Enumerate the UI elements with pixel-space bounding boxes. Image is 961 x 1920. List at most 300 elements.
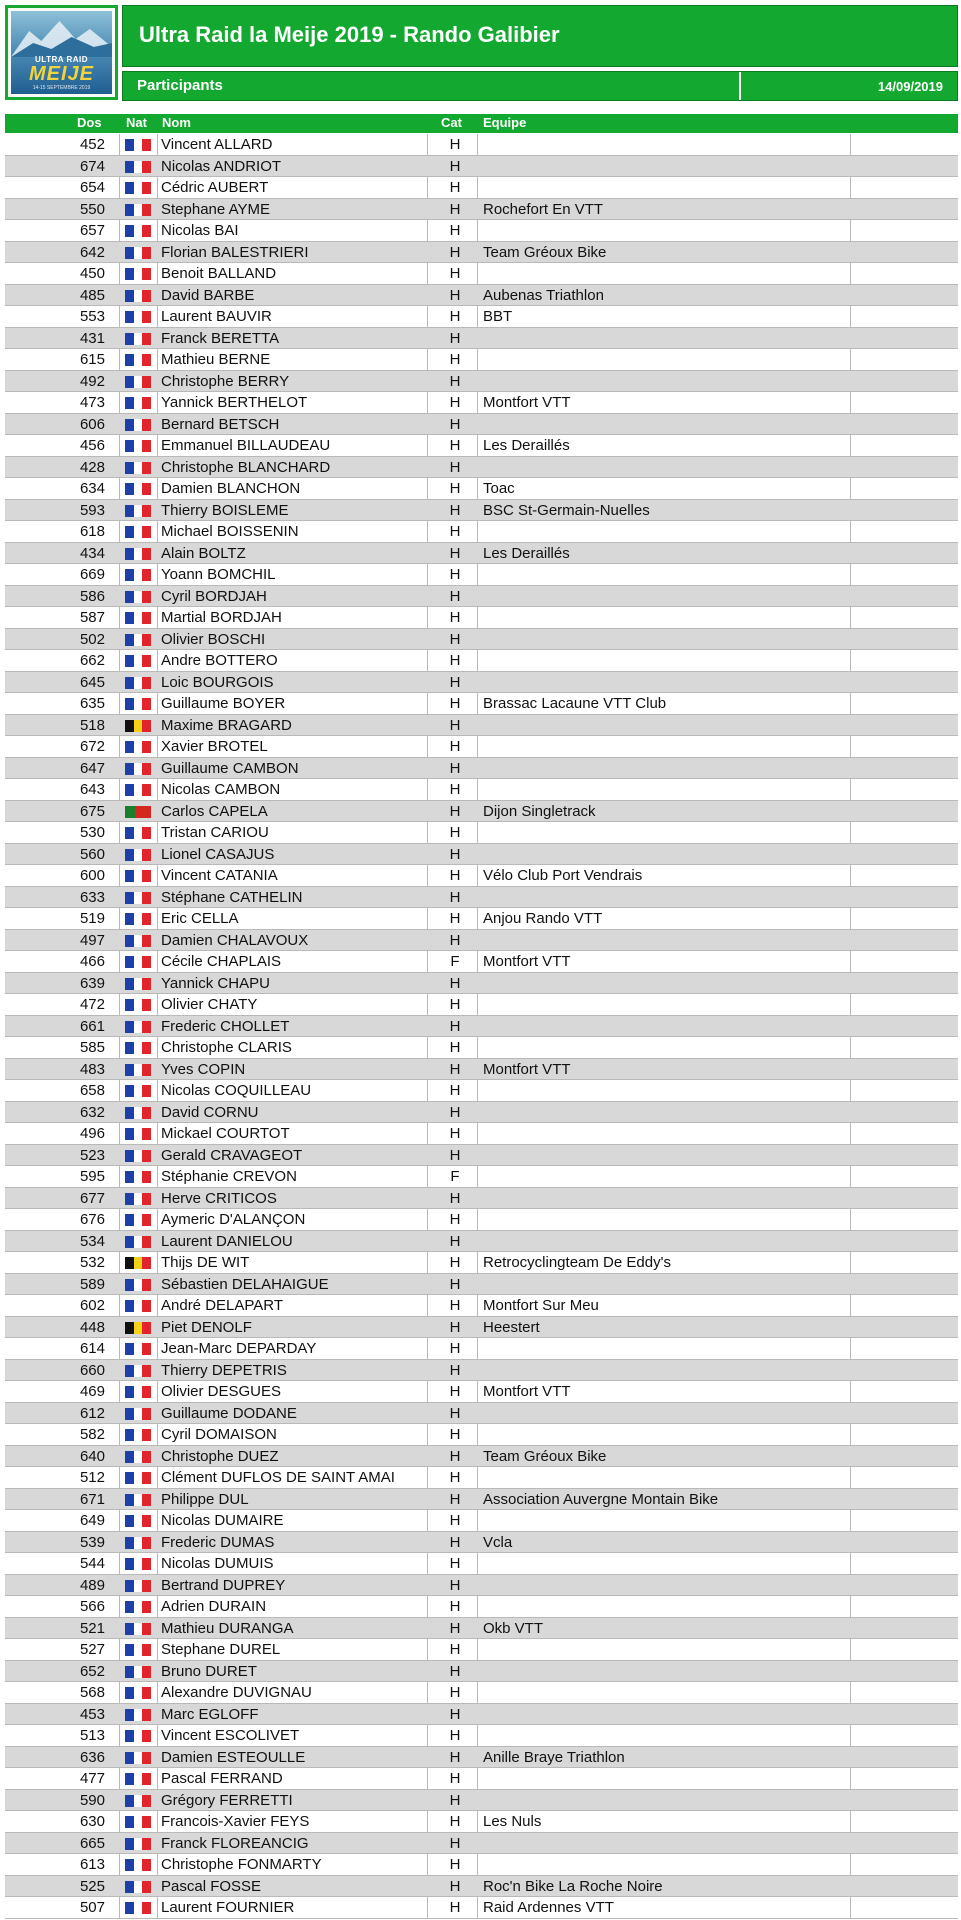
flag-fr-icon <box>125 1666 151 1678</box>
flag-fr-icon <box>125 634 151 646</box>
participant-name: Cécile CHAPLAIS <box>161 954 282 970</box>
flag-fr-icon <box>125 1150 151 1162</box>
flag-fr-icon <box>125 978 151 990</box>
table-row <box>5 1080 958 1102</box>
participant-name: Thierry BOISLEME <box>161 502 289 519</box>
category: H <box>449 394 461 411</box>
column-header-cat: Cat <box>441 115 462 130</box>
category: H <box>449 845 461 863</box>
participant-name: Damien BLANCHON <box>161 481 301 497</box>
flag-fr-icon <box>125 956 151 968</box>
participant-name: Stéphane CATHELIN <box>161 889 303 906</box>
category: H <box>449 867 461 884</box>
category: H <box>449 523 461 540</box>
bib-number: 477 <box>79 1770 105 1787</box>
participant-name: Nicolas COQUILLEAU <box>161 1083 312 1099</box>
participant-name: Mathieu BERNE <box>161 352 271 368</box>
participant-name: Marc EGLOFF <box>161 1706 259 1723</box>
page-title: Ultra Raid la Meije 2019 - Rando Galibier <box>139 22 560 47</box>
flag-fr-icon <box>125 1752 151 1764</box>
category: H <box>449 351 461 368</box>
table-row <box>5 521 958 543</box>
flag-fr-icon <box>125 677 151 689</box>
category: H <box>449 1469 461 1486</box>
bib-number: 502 <box>79 630 105 648</box>
bib-number: 635 <box>79 695 105 712</box>
participant-name: Frederic DUMAS <box>161 1534 275 1551</box>
flag-fr-icon <box>125 784 151 796</box>
category: H <box>449 1017 461 1035</box>
category: H <box>449 372 461 390</box>
team-name: Montfort VTT <box>483 395 571 411</box>
title-bar <box>122 5 958 67</box>
bib-number: 519 <box>79 910 105 927</box>
flag-fr-icon <box>125 655 151 667</box>
category: H <box>449 329 461 347</box>
flag-fr-icon <box>125 1902 151 1914</box>
team-name: Aubenas Triathlon <box>483 287 604 304</box>
bib-number: 672 <box>79 738 105 755</box>
table-row <box>5 543 958 565</box>
flag-fr-icon <box>125 333 151 345</box>
flag-fr-icon <box>125 139 151 151</box>
bib-number: 489 <box>79 1576 105 1594</box>
flag-fr-icon <box>125 225 151 237</box>
bib-number: 431 <box>79 329 105 347</box>
bib-number: 492 <box>79 372 105 390</box>
team-name: Rochefort En VTT <box>483 201 604 218</box>
flag-fr-icon <box>125 1494 151 1506</box>
bib-number: 497 <box>79 931 105 949</box>
participant-name: Christophe FONMARTY <box>161 1857 322 1873</box>
category: H <box>449 501 461 519</box>
participant-name: Piet DENOLF <box>161 1319 252 1336</box>
flag-be-icon <box>125 720 151 732</box>
bib-number: 614 <box>79 1340 105 1357</box>
participant-name: Stephane AYME <box>161 201 270 218</box>
participant-name: Olivier BOSCHI <box>161 631 266 648</box>
flag-fr-icon <box>125 1214 151 1226</box>
participant-name: Martial BORDJAH <box>161 610 282 626</box>
flag-fr-icon <box>125 1408 151 1420</box>
team-name: Dijon Singletrack <box>483 803 596 820</box>
team-name: BSC St-Germain-Nuelles <box>483 502 650 519</box>
bib-number: 654 <box>79 179 105 196</box>
participant-name: Nicolas CAMBON <box>161 782 281 798</box>
flag-fr-icon <box>125 161 151 173</box>
participant-name: Pascal FERRAND <box>161 1771 283 1787</box>
bib-number: 539 <box>79 1533 105 1551</box>
event-logo <box>5 5 118 100</box>
bib-number: 553 <box>79 308 105 325</box>
flag-fr-icon <box>125 1386 151 1398</box>
team-name: Retrocyclingteam De Eddy's <box>483 1255 671 1271</box>
category: H <box>449 802 461 820</box>
table-row <box>5 263 958 285</box>
category: H <box>449 1813 461 1830</box>
participant-name: David CORNU <box>161 1104 259 1121</box>
table-row <box>5 1575 958 1597</box>
flag-fr-icon <box>125 591 151 603</box>
bib-number: 453 <box>79 1705 105 1723</box>
participant-name: Stephane DUREL <box>161 1642 281 1658</box>
page-subtitle: Participants <box>137 77 223 94</box>
participant-name: Yannick BERTHELOT <box>161 395 308 411</box>
category: F <box>450 953 460 970</box>
team-name: Montfort VTT <box>483 1061 571 1078</box>
category: H <box>449 200 461 218</box>
participant-name: Guillaume BOYER <box>161 696 286 712</box>
table-row <box>5 779 958 801</box>
table-row <box>5 1381 958 1403</box>
category: H <box>449 738 461 755</box>
bib-number: 523 <box>79 1146 105 1164</box>
bib-number: 496 <box>79 1125 105 1142</box>
table-row <box>5 478 958 500</box>
category: H <box>449 824 461 841</box>
bib-number: 530 <box>79 824 105 841</box>
table-row <box>5 973 958 995</box>
category: H <box>449 1641 461 1658</box>
flag-fr-icon <box>125 1042 151 1054</box>
participant-name: Florian BALESTRIERI <box>161 244 309 261</box>
participant-name: Cyril BORDJAH <box>161 588 267 605</box>
table-row <box>5 994 958 1016</box>
participant-name: Vincent ALLARD <box>161 137 273 153</box>
table-row <box>5 1166 958 1188</box>
flag-fr-icon <box>125 1687 151 1699</box>
participant-name: Yoann BOMCHIL <box>161 567 276 583</box>
table-row <box>5 908 958 930</box>
team-name: Association Auvergne Montain Bike <box>483 1491 719 1508</box>
category: H <box>449 308 461 325</box>
bib-number: 647 <box>79 759 105 777</box>
flag-fr-icon <box>125 935 151 947</box>
bib-number: 643 <box>79 781 105 798</box>
flag-fr-icon <box>125 1171 151 1183</box>
column-header-equipe: Equipe <box>483 115 527 130</box>
subtitle-bar <box>122 71 958 101</box>
team-name: Montfort VTT <box>483 1384 571 1400</box>
participant-name: Nicolas DUMAIRE <box>161 1513 284 1529</box>
participant-name: Aymeric D'ALANÇON <box>161 1212 306 1228</box>
participant-name: Alexandre DUVIGNAU <box>161 1685 312 1701</box>
category: H <box>449 716 461 734</box>
table-row <box>5 1317 958 1339</box>
flag-fr-icon <box>125 1881 151 1893</box>
category: H <box>449 974 461 992</box>
category: H <box>449 544 461 562</box>
table-row <box>5 1553 958 1575</box>
table-row <box>5 1682 958 1704</box>
participant-name: Loic BOURGOIS <box>161 674 274 691</box>
table-row <box>5 1274 958 1296</box>
category: H <box>449 1770 461 1787</box>
participant-name: Bruno DURET <box>161 1663 257 1680</box>
team-name: Team Gréoux Bike <box>483 244 607 261</box>
table-row <box>5 607 958 629</box>
bib-number: 452 <box>79 136 105 153</box>
table-row <box>5 1897 958 1919</box>
table-row <box>5 951 958 973</box>
table-row <box>5 1489 958 1511</box>
flag-fr-icon <box>125 1601 151 1613</box>
category: H <box>449 1748 461 1766</box>
category: H <box>449 1899 461 1916</box>
bib-number: 507 <box>79 1899 105 1916</box>
category: H <box>449 1146 461 1164</box>
category: H <box>449 1211 461 1228</box>
participant-name: Thijs DE WIT <box>161 1255 250 1271</box>
flag-fr-icon <box>125 1451 151 1463</box>
bib-number: 544 <box>79 1555 105 1572</box>
participant-name: Laurent DANIELOU <box>161 1233 293 1250</box>
table-header <box>5 114 958 133</box>
table-row <box>5 1854 958 1876</box>
bib-number: 642 <box>79 243 105 261</box>
participant-name: Eric CELLA <box>161 911 239 927</box>
category: H <box>449 1060 461 1078</box>
table-row <box>5 1188 958 1210</box>
bib-number: 612 <box>79 1404 105 1422</box>
column-header-nat: Nat <box>126 115 147 130</box>
category: H <box>449 1705 461 1723</box>
participant-name: Grégory FERRETTI <box>161 1792 293 1809</box>
bib-number: 527 <box>79 1641 105 1658</box>
category: H <box>449 1490 461 1508</box>
participant-name: Carlos CAPELA <box>161 803 268 820</box>
bib-number: 560 <box>79 845 105 863</box>
bib-number: 485 <box>79 286 105 304</box>
bib-number: 658 <box>79 1082 105 1099</box>
table-row <box>5 758 958 780</box>
category: H <box>449 1512 461 1529</box>
category: H <box>449 243 461 261</box>
participant-name: Mathieu DURANGA <box>161 1620 294 1637</box>
table-row <box>5 285 958 307</box>
category: H <box>449 1318 461 1336</box>
category: H <box>449 1232 461 1250</box>
category: H <box>449 1275 461 1293</box>
bib-number: 472 <box>79 996 105 1013</box>
flag-fr-icon <box>125 612 151 624</box>
category: H <box>449 1361 461 1379</box>
team-name: Anjou Rando VTT <box>483 911 603 927</box>
table-row <box>5 1037 958 1059</box>
bib-number: 662 <box>79 652 105 669</box>
participant-name: Clément DUFLOS DE SAINT AMAI <box>161 1470 395 1486</box>
bib-number: 615 <box>79 351 105 368</box>
flag-fr-icon <box>125 505 151 517</box>
bib-number: 469 <box>79 1383 105 1400</box>
table-row <box>5 822 958 844</box>
bib-number: 677 <box>79 1189 105 1207</box>
table-row <box>5 930 958 952</box>
table-row <box>5 457 958 479</box>
flag-fr-icon <box>125 548 151 560</box>
subtitle-divider <box>739 72 741 100</box>
flag-fr-icon <box>125 1107 151 1119</box>
bib-number: 671 <box>79 1490 105 1508</box>
bib-number: 513 <box>79 1727 105 1744</box>
category: H <box>449 222 461 239</box>
table-row <box>5 1123 958 1145</box>
flag-fr-icon <box>125 397 151 409</box>
participant-name: Alain BOLTZ <box>161 545 246 562</box>
bib-number: 587 <box>79 609 105 626</box>
table-row <box>5 1790 958 1812</box>
participant-name: Andre BOTTERO <box>161 653 278 669</box>
participant-name: André DELAPART <box>161 1298 283 1314</box>
team-name: Roc'n Bike La Roche Noire <box>483 1878 663 1895</box>
table-row <box>5 1059 958 1081</box>
bib-number: 473 <box>79 394 105 411</box>
table-row <box>5 1446 958 1468</box>
bib-number: 630 <box>79 1813 105 1830</box>
bib-number: 613 <box>79 1856 105 1873</box>
bib-number: 450 <box>79 265 105 282</box>
flag-fr-icon <box>125 1021 151 1033</box>
flag-fr-icon <box>125 419 151 431</box>
bib-number: 448 <box>79 1318 105 1336</box>
category: H <box>449 1834 461 1852</box>
participant-name: Guillaume DODANE <box>161 1405 297 1422</box>
bib-number: 645 <box>79 673 105 691</box>
table-row <box>5 801 958 823</box>
participant-name: Yannick CHAPU <box>161 975 270 992</box>
table-row <box>5 1424 958 1446</box>
category: H <box>449 566 461 583</box>
category: H <box>449 609 461 626</box>
participants-table <box>5 134 958 1919</box>
category: H <box>449 265 461 282</box>
bib-number: 456 <box>79 437 105 454</box>
category: H <box>449 587 461 605</box>
participant-name: Nicolas ANDRIOT <box>161 158 282 175</box>
table-row <box>5 156 958 178</box>
category: H <box>449 1447 461 1465</box>
flag-fr-icon <box>125 1279 151 1291</box>
flag-fr-icon <box>125 827 151 839</box>
table-row <box>5 1016 958 1038</box>
bib-number: 566 <box>79 1598 105 1615</box>
flag-fr-icon <box>125 290 151 302</box>
bib-number: 582 <box>79 1426 105 1443</box>
category: H <box>449 1619 461 1637</box>
participant-name: Damien ESTEOULLE <box>161 1749 306 1766</box>
bib-number: 634 <box>79 480 105 497</box>
category: H <box>449 1684 461 1701</box>
flag-fr-icon <box>125 1472 151 1484</box>
category: H <box>449 1404 461 1422</box>
participant-name: David BARBE <box>161 287 255 304</box>
team-name: Vélo Club Port Vendrais <box>483 868 643 884</box>
category: H <box>449 437 461 454</box>
category: H <box>449 179 461 196</box>
mountain-icon <box>11 17 112 57</box>
flag-fr-icon <box>125 763 151 775</box>
participant-name: Nicolas BAI <box>161 223 239 239</box>
flag-fr-icon <box>125 1859 151 1871</box>
category: H <box>449 759 461 777</box>
table-row <box>5 586 958 608</box>
table-row <box>5 1510 958 1532</box>
participant-name: Vincent ESCOLIVET <box>161 1728 300 1744</box>
category: H <box>449 415 461 433</box>
flag-fr-icon <box>125 1580 151 1592</box>
category: H <box>449 695 461 712</box>
participant-name: Bernard BETSCH <box>161 416 280 433</box>
bib-number: 534 <box>79 1232 105 1250</box>
participant-name: Laurent FOURNIER <box>161 1900 295 1916</box>
flag-fr-icon <box>125 376 151 388</box>
table-row <box>5 1811 958 1833</box>
table-row <box>5 1295 958 1317</box>
participant-name: Vincent CATANIA <box>161 868 278 884</box>
bib-number: 589 <box>79 1275 105 1293</box>
table-row <box>5 1876 958 1898</box>
participant-name: Franck FLOREANCIG <box>161 1835 309 1852</box>
table-row <box>5 306 958 328</box>
bib-number: 640 <box>79 1447 105 1465</box>
bib-number: 428 <box>79 458 105 476</box>
category: H <box>449 1103 461 1121</box>
table-row <box>5 715 958 737</box>
category: H <box>449 1254 461 1271</box>
table-row <box>5 242 958 264</box>
flag-be-icon <box>125 1322 151 1334</box>
flag-fr-icon <box>125 1128 151 1140</box>
participant-name: Michael BOISSENIN <box>161 524 299 540</box>
bib-number: 568 <box>79 1684 105 1701</box>
table-row <box>5 1467 958 1489</box>
team-name: Montfort Sur Meu <box>483 1298 599 1314</box>
participant-name: Pascal FOSSE <box>161 1878 262 1895</box>
table-row <box>5 1661 958 1683</box>
category: H <box>449 1877 461 1895</box>
flag-fr-icon <box>125 483 151 495</box>
table-row <box>5 844 958 866</box>
category: H <box>449 1533 461 1551</box>
participant-name: Christophe CLARIS <box>161 1040 292 1056</box>
table-row <box>5 392 958 414</box>
bib-number: 618 <box>79 523 105 540</box>
flag-fr-icon <box>125 1623 151 1635</box>
flag-fr-icon <box>125 1558 151 1570</box>
category: H <box>449 1727 461 1744</box>
table-row <box>5 564 958 586</box>
table-row <box>5 1403 958 1425</box>
logo-text-line3: 14-15 SEPTEMBRE 2019 <box>32 85 91 91</box>
bib-number: 532 <box>79 1254 105 1271</box>
flag-fr-icon <box>125 526 151 538</box>
bib-number: 586 <box>79 587 105 605</box>
participant-name: Tristan CARIOU <box>161 825 269 841</box>
team-name: BBT <box>483 309 513 325</box>
bib-number: 525 <box>79 1877 105 1895</box>
participant-name: Emmanuel BILLAUDEAU <box>161 438 331 454</box>
flag-fr-icon <box>125 1429 151 1441</box>
category: H <box>449 996 461 1013</box>
flag-fr-icon <box>125 1795 151 1807</box>
bib-number: 660 <box>79 1361 105 1379</box>
table-row <box>5 1231 958 1253</box>
category: H <box>449 1555 461 1572</box>
bib-number: 675 <box>79 802 105 820</box>
category: H <box>449 1082 461 1099</box>
table-row <box>5 1102 958 1124</box>
table-row <box>5 414 958 436</box>
